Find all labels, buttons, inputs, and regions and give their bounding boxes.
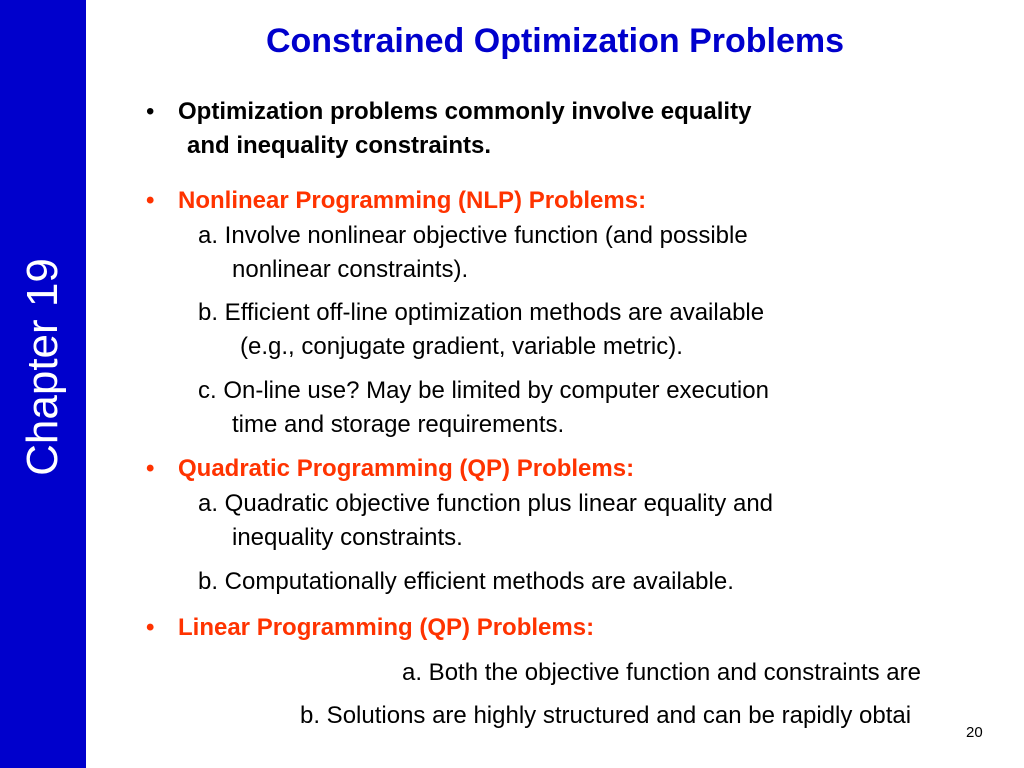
qp-heading: Quadratic Programming (QP) Problems: <box>178 455 635 482</box>
nlp-item-b-line-2: (e.g., conjugate gradient, variable metric). <box>240 333 683 360</box>
bullet-marker: • <box>146 614 155 641</box>
page-title: Constrained Optimization Problems <box>265 22 845 60</box>
bullet-1-line-1: Optimization problems commonly involve equality <box>178 98 752 125</box>
nlp-item-b-line-1: b. Efficient off-line optimization methods are available <box>198 299 765 326</box>
qp-item-a-line-2: inequality constraints. <box>232 524 463 551</box>
chapter-label: Chapter 19 <box>18 258 67 476</box>
lp-heading: Linear Programming (QP) Problems: <box>178 614 595 641</box>
bullet-1-line-2: and inequality constraints. <box>187 132 492 159</box>
qp-item-b-line-1: b. Computationally efficient methods are available. <box>198 568 734 595</box>
lp-item-a-line-1: a. Both the objective function and constraints are <box>402 659 921 686</box>
chapter-sidebar <box>0 0 86 768</box>
lp-item-b-line-1: b. Solutions are highly structured and can be rapidly obtai <box>300 702 912 729</box>
nlp-item-a-line-2: nonlinear constraints). <box>232 256 469 283</box>
nlp-item-c-line-1: c. On-line use? May be limited by computer execution <box>198 377 769 404</box>
bullet-marker: • <box>146 98 155 125</box>
qp-item-a-line-1: a. Quadratic objective function plus linear equality and <box>198 490 774 517</box>
nlp-item-a-line-1: a. Involve nonlinear objective function (and possible <box>198 222 748 249</box>
nlp-heading: Nonlinear Programming (NLP) Problems: <box>178 187 647 214</box>
page-number: 20 <box>966 724 983 741</box>
bullet-marker: • <box>146 455 155 482</box>
nlp-item-c-line-2: time and storage requirements. <box>232 411 565 438</box>
bullet-marker: • <box>146 187 155 214</box>
